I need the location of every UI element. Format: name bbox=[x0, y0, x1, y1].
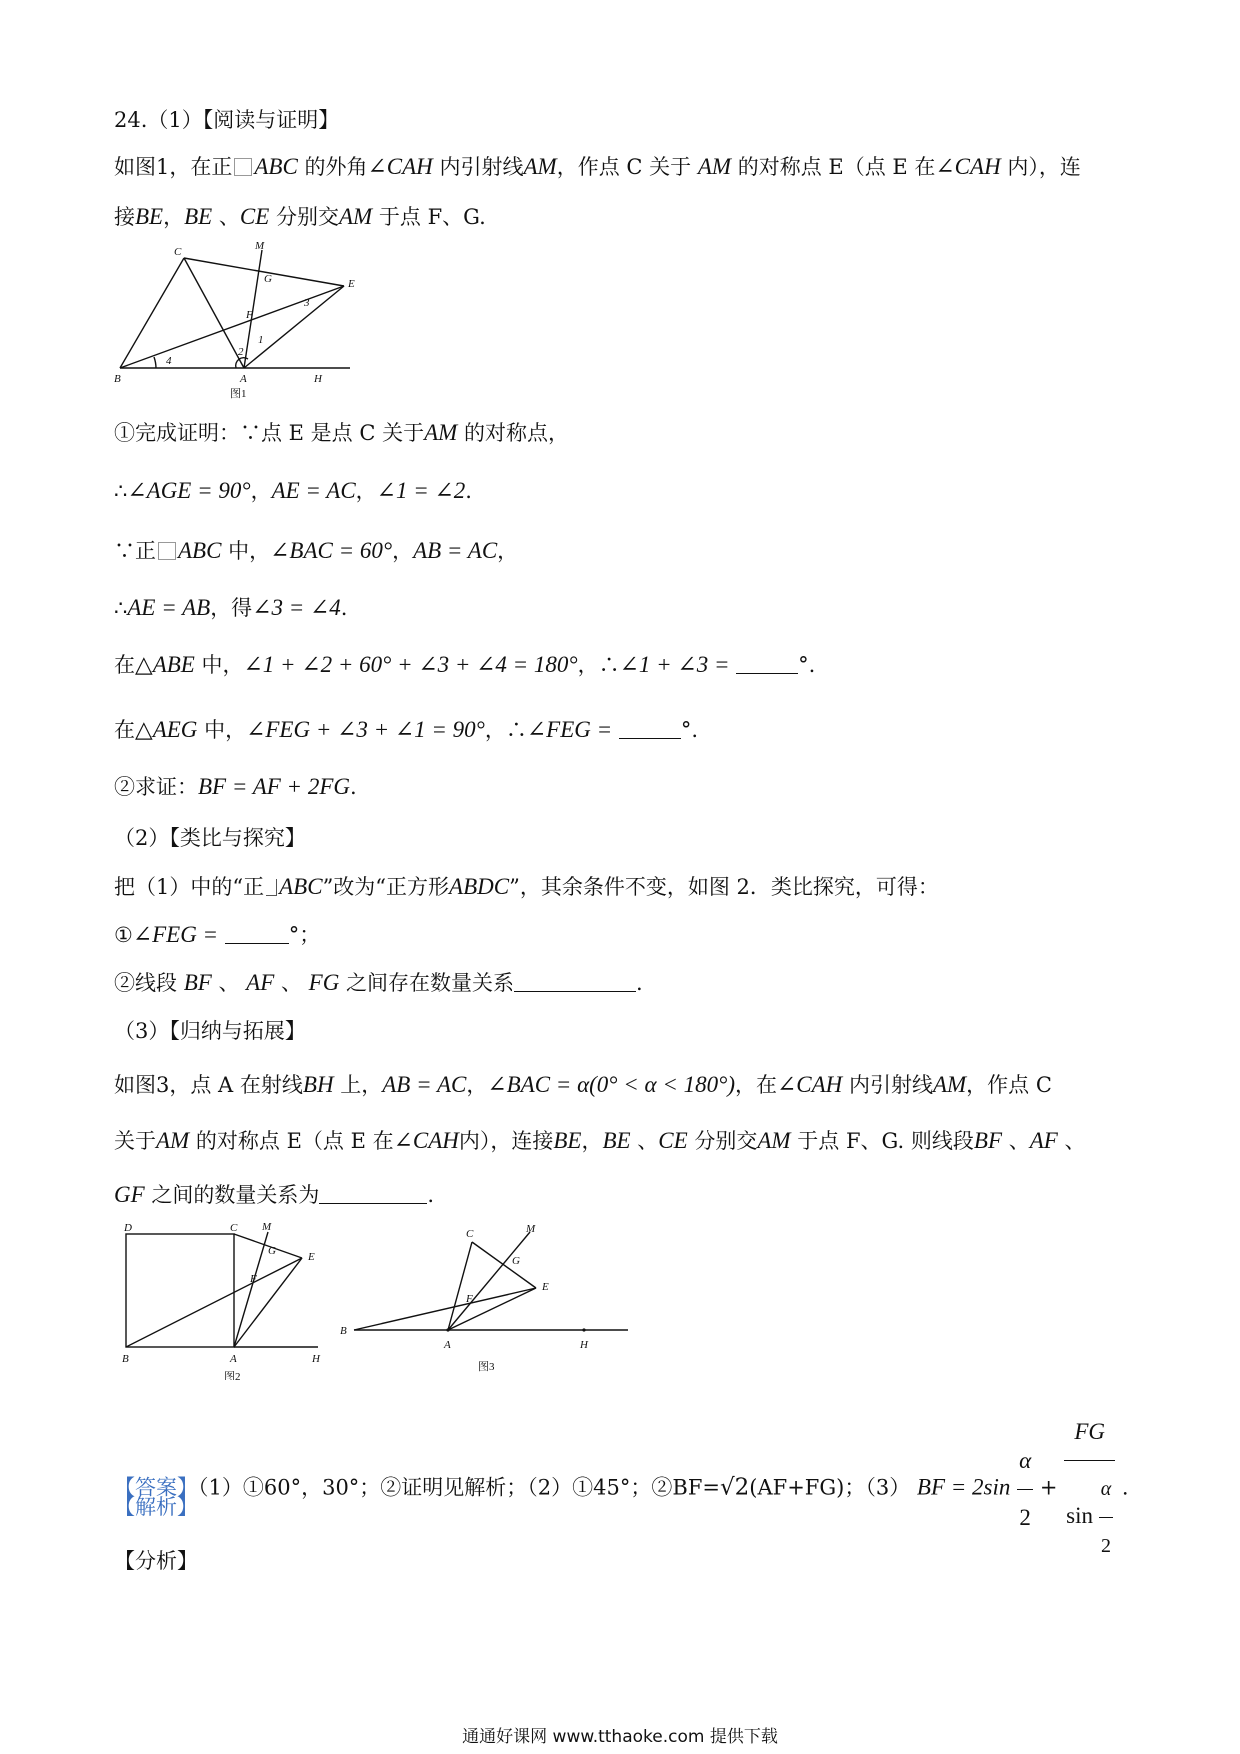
step-3 bbox=[114, 536, 518, 566]
math: BE bbox=[135, 204, 164, 229]
math: ∠1 + ∠3 = bbox=[619, 652, 730, 677]
text: ①完成证明：∵点 E 是点 C 关于 bbox=[114, 421, 425, 445]
text: ，作点 C 关于 bbox=[556, 155, 692, 179]
text: 接 bbox=[114, 205, 135, 229]
step-5 bbox=[114, 650, 815, 680]
part-3-line-1 bbox=[114, 1070, 1052, 1100]
text: 于点 F、G. bbox=[378, 205, 486, 229]
figure-2-lines bbox=[126, 1232, 318, 1347]
math: AE = AB bbox=[127, 595, 211, 620]
text: ∴ bbox=[114, 596, 128, 620]
text: 把（1）中的“正 bbox=[114, 875, 265, 899]
text: °. bbox=[680, 718, 699, 742]
fenxi-tag: 【分析】 bbox=[114, 1549, 198, 1573]
part-2-item-1 bbox=[114, 920, 320, 950]
fig1-label-b: B bbox=[114, 373, 121, 385]
text: 的对称点， bbox=[464, 421, 570, 445]
triangle-symbol bbox=[266, 879, 277, 896]
step-1 bbox=[114, 418, 569, 448]
plus-sign: + bbox=[1039, 1475, 1058, 1500]
text: ，作点 C bbox=[966, 1073, 1052, 1097]
text: 、 bbox=[1064, 1129, 1086, 1153]
fraction-numerator: α bbox=[1017, 1433, 1033, 1490]
fig1-label-h: H bbox=[314, 373, 322, 385]
math: BE bbox=[184, 204, 213, 229]
text: 内引射线 bbox=[439, 155, 524, 179]
fig3-label-b: B bbox=[340, 1325, 347, 1337]
text: ∴ bbox=[114, 479, 128, 503]
math: AB = AC bbox=[413, 538, 498, 563]
answer-blank[interactable] bbox=[619, 718, 681, 739]
footer-credit: 通通好课网 www.tthaoke.com 提供下载 bbox=[462, 1727, 778, 1747]
math: ∠CAH bbox=[393, 1128, 459, 1153]
text: ， bbox=[466, 1073, 488, 1097]
fig1-label-f: F bbox=[246, 309, 253, 321]
fig3-label-c: C bbox=[466, 1228, 474, 1240]
math: ABDC bbox=[449, 874, 510, 899]
text: ， bbox=[497, 539, 519, 563]
question-heading: 24.（1）【阅读与证明】 bbox=[114, 108, 340, 132]
text: . bbox=[340, 596, 348, 620]
text: 在 bbox=[114, 718, 135, 742]
fig1-label-2: 2 bbox=[238, 346, 244, 358]
text: ②线段 bbox=[114, 971, 177, 995]
text: ， bbox=[581, 1129, 603, 1153]
fraction-alpha-over-2 bbox=[1017, 1433, 1033, 1546]
fig3-label-g: G bbox=[512, 1255, 520, 1267]
text: 关于 bbox=[114, 1129, 156, 1153]
fraction-denominator: 2 bbox=[1019, 1504, 1031, 1530]
math: AF bbox=[246, 970, 275, 995]
formula-lhs: BF = 2sin bbox=[916, 1474, 1011, 1500]
math: ∠FEG = bbox=[526, 717, 613, 742]
math: BF bbox=[183, 970, 212, 995]
step-6 bbox=[114, 715, 698, 745]
fig1-label-e: E bbox=[348, 278, 355, 290]
fig2-label-a: A bbox=[230, 1353, 237, 1365]
text: . bbox=[427, 1183, 435, 1207]
fig1-caption: 图1 bbox=[230, 388, 247, 400]
sin-text: sin bbox=[1066, 1502, 1093, 1528]
text: 分别交 bbox=[275, 205, 339, 229]
para-1-line-2 bbox=[114, 202, 486, 232]
answer-blank[interactable] bbox=[514, 971, 636, 992]
text: 内引射线 bbox=[848, 1073, 933, 1097]
fig2-label-h: H bbox=[312, 1353, 320, 1365]
math: ∠CAH bbox=[367, 154, 433, 179]
part-2-statement bbox=[114, 872, 939, 902]
math: ∠BAC = α(0° < α < 180°) bbox=[487, 1072, 735, 1097]
fig1-label-a: A bbox=[240, 373, 247, 385]
text: 如图3，点 A 在射线 bbox=[114, 1073, 303, 1097]
answer-sqrt: √2 bbox=[719, 1474, 750, 1501]
text: ， bbox=[355, 479, 377, 503]
math: AM bbox=[697, 154, 732, 179]
text: 之间存在数量关系 bbox=[346, 971, 515, 995]
triangle-symbol bbox=[158, 542, 176, 560]
text: 中， bbox=[204, 718, 247, 742]
figure-3-lines bbox=[354, 1232, 628, 1332]
fraction-numerator: FG bbox=[1064, 1404, 1115, 1461]
math: △ABE bbox=[135, 652, 195, 677]
math: AF bbox=[1029, 1128, 1058, 1153]
fig2-label-f: F bbox=[250, 1273, 257, 1285]
fig2-label-d: D bbox=[124, 1222, 132, 1234]
fig1-label-c: C bbox=[174, 246, 182, 258]
fig3-label-m: M bbox=[526, 1223, 536, 1235]
inner-numerator: α bbox=[1099, 1461, 1114, 1518]
text: 上， bbox=[340, 1073, 383, 1097]
math: BF bbox=[973, 1128, 1002, 1153]
figure-3 bbox=[336, 1222, 636, 1382]
text: ”，其余条件不变，如图 2．类比探究，可得： bbox=[509, 875, 939, 899]
math: AM bbox=[757, 1128, 791, 1153]
math: AM bbox=[424, 420, 458, 445]
math: ∠BAC = 60° bbox=[270, 538, 393, 563]
math: AE = AC bbox=[271, 478, 356, 503]
math: ∠AGE = 90° bbox=[127, 478, 251, 503]
math: AM bbox=[523, 154, 557, 179]
answer-blank[interactable] bbox=[319, 1183, 427, 1204]
part-3-heading: （3）【归纳与拓展】 bbox=[114, 1019, 306, 1043]
text: 中， bbox=[228, 539, 271, 563]
math: CE bbox=[658, 1128, 688, 1153]
math: ABC bbox=[279, 874, 323, 899]
answer-text-2: (AF+FG)；（3） bbox=[749, 1475, 911, 1500]
figure-1 bbox=[112, 240, 362, 410]
math: ∠1 + ∠2 + 60° + ∠3 + ∠4 = 180° bbox=[243, 652, 578, 677]
math: ABC bbox=[178, 538, 222, 563]
text: . bbox=[636, 971, 643, 995]
fig3-label-f: F bbox=[466, 1293, 473, 1305]
math: ABC bbox=[254, 154, 298, 179]
math: CE bbox=[239, 204, 270, 229]
figure-2 bbox=[112, 1220, 334, 1380]
fig1-label-3: 3 bbox=[304, 297, 310, 309]
math: ∠FEG = bbox=[132, 922, 219, 947]
answer-line bbox=[114, 1404, 1129, 1574]
text: . bbox=[349, 775, 357, 799]
fig3-label-e: E bbox=[542, 1281, 549, 1293]
math: ∠CAH bbox=[935, 154, 1001, 179]
math: ∠1 = ∠2 bbox=[376, 478, 466, 503]
text: 内），连 bbox=[1007, 155, 1081, 179]
text: 的对称点 E（点 E 在 bbox=[737, 155, 936, 179]
math: △AEG bbox=[135, 717, 198, 742]
text: 之间的数量关系为 bbox=[151, 1183, 320, 1207]
answer-blank[interactable] bbox=[736, 653, 798, 674]
step-7 bbox=[114, 772, 357, 802]
fraction-fg-over-sin bbox=[1064, 1404, 1115, 1574]
text: ， bbox=[250, 479, 272, 503]
fraction-denominator bbox=[1064, 1461, 1115, 1574]
text: °. bbox=[798, 653, 816, 677]
step-4 bbox=[114, 593, 347, 623]
math: GF bbox=[114, 1182, 145, 1207]
analysis-tag: 【解析】 bbox=[114, 1495, 198, 1519]
text: ， bbox=[392, 539, 414, 563]
text: 、 bbox=[1008, 1129, 1030, 1153]
text: ∵正 bbox=[114, 539, 156, 563]
text: ，∴ bbox=[484, 718, 527, 742]
text: 如图1，在正 bbox=[114, 155, 233, 179]
text: ，∴ bbox=[577, 653, 620, 677]
fig1-label-g: G bbox=[264, 273, 272, 285]
fig1-label-1: 1 bbox=[258, 334, 264, 346]
math: AM bbox=[156, 1128, 190, 1153]
fig2-label-m: M bbox=[262, 1221, 272, 1233]
text: 于点 F、G. 则线段 bbox=[797, 1129, 974, 1153]
figure-1-lines bbox=[120, 250, 350, 368]
para-1-line-1 bbox=[114, 152, 1081, 182]
text: 中， bbox=[201, 653, 244, 677]
part-3-line-3 bbox=[114, 1180, 434, 1210]
fig3-label-a: A bbox=[444, 1339, 451, 1351]
text: ”改为“正方形 bbox=[322, 875, 450, 899]
text: 在 bbox=[114, 653, 135, 677]
inner-denominator: 2 bbox=[1100, 1535, 1111, 1557]
text: °； bbox=[288, 923, 321, 947]
fig1-label-m: M bbox=[255, 240, 265, 252]
text: ②求证： bbox=[114, 775, 198, 799]
math: BF = AF + 2FG bbox=[198, 774, 350, 799]
step-2 bbox=[114, 476, 472, 506]
text: ， bbox=[163, 205, 185, 229]
fig2-label-b: B bbox=[122, 1353, 129, 1365]
fig2-label-g: G bbox=[268, 1245, 276, 1257]
text: 、 bbox=[637, 1129, 659, 1153]
answer-blank[interactable] bbox=[225, 923, 289, 944]
fig1-label-4: 4 bbox=[166, 355, 172, 367]
math: AM bbox=[338, 204, 373, 229]
text: . bbox=[465, 479, 472, 503]
text: 、 bbox=[280, 971, 302, 995]
math: BH bbox=[302, 1072, 334, 1097]
fig3-caption: 图3 bbox=[478, 1361, 495, 1373]
math: AM bbox=[932, 1072, 967, 1097]
math: AB = AC bbox=[382, 1072, 467, 1097]
inner-fraction bbox=[1099, 1461, 1114, 1574]
part-2-heading: （2）【类比与探究】 bbox=[114, 826, 306, 850]
text: 、 bbox=[218, 971, 240, 995]
text: . bbox=[1121, 1475, 1129, 1500]
text: 的外角 bbox=[304, 155, 368, 179]
fig2-caption: 图2 bbox=[224, 1371, 241, 1380]
math: ∠CAH bbox=[776, 1072, 843, 1097]
text: ，得 bbox=[210, 596, 253, 620]
answer-text: （1）①60°，30°；②证明见解析；（2）①45°；②BF= bbox=[198, 1475, 720, 1500]
part-2-item-2 bbox=[114, 968, 643, 998]
math: ∠3 = ∠4 bbox=[252, 595, 341, 620]
text: 的对称点 E（点 E 在 bbox=[195, 1129, 394, 1153]
math: ∠FEG + ∠3 + ∠1 = 90° bbox=[246, 717, 485, 742]
math: BE bbox=[553, 1128, 582, 1153]
text: ，在 bbox=[734, 1073, 777, 1097]
text: 、 bbox=[218, 205, 240, 229]
part-3-line-2 bbox=[114, 1126, 1085, 1156]
fig3-label-h: H bbox=[580, 1339, 588, 1351]
fig2-label-c: C bbox=[230, 1222, 238, 1234]
text: ① bbox=[114, 923, 133, 947]
fig2-label-e: E bbox=[308, 1251, 315, 1263]
text: 内），连接 bbox=[458, 1129, 554, 1153]
math: BE bbox=[602, 1128, 631, 1153]
answer-tag: 【答案】 bbox=[114, 1475, 198, 1500]
math: FG bbox=[308, 970, 340, 995]
triangle-symbol bbox=[234, 158, 252, 176]
text: 分别交 bbox=[694, 1129, 758, 1153]
